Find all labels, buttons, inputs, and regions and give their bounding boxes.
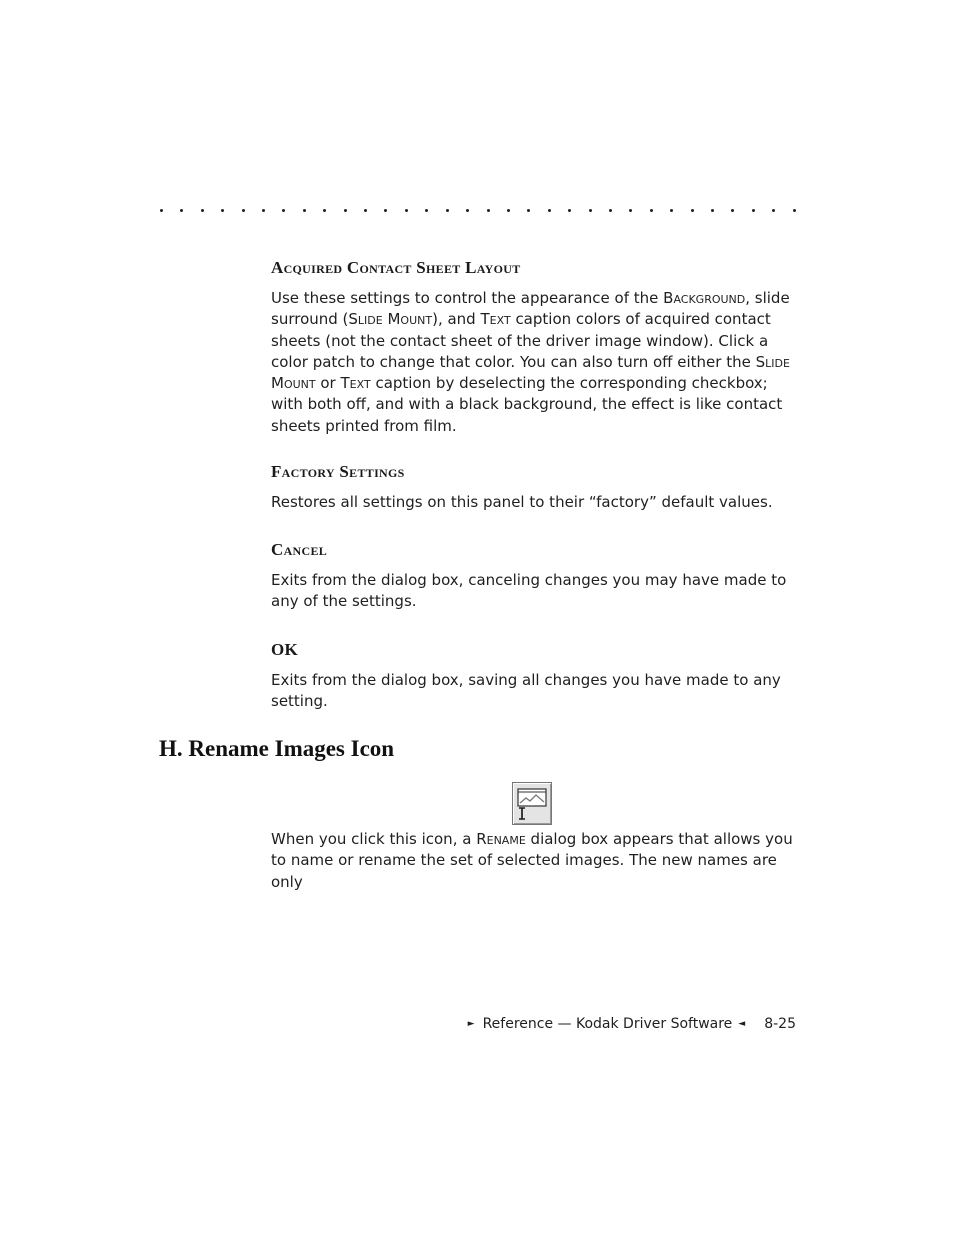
page-heading: H. Rename Images Icon <box>159 736 395 761</box>
section-heading: Factory Settings <box>271 462 405 481</box>
section-body: Use these settings to control the appearance of the Background, slide surround (Slide Mount), and Text caption colors of acquired contact sheets (not the contact sheet of the driver image window). Click a color patch to change that color. You can also turn off either the Slide Mount or Text caption by deselecting the corresponding checkbox; with both off, and with a black background, the effect is like contact sheets printed from film. <box>271 289 790 435</box>
section-heading: Cancel <box>271 540 328 559</box>
section-factory-settings <box>271 462 796 513</box>
section-heading: Acquired Contact Sheet Layout <box>271 258 521 277</box>
right-triangle-icon: ► <box>467 1019 475 1029</box>
footer-title: Reference — Kodak Driver Software <box>482 1016 733 1032</box>
section-body: When you click this icon, a Rename dialog box appears that allows you to name or rename the set of selected images. The new names are only <box>271 830 793 891</box>
section-acquired-contact-sheet-layout <box>271 258 796 437</box>
section-cancel <box>271 540 796 613</box>
left-triangle-icon: ◄ <box>738 1019 746 1029</box>
page-number: 8-25 <box>764 1016 796 1032</box>
section-body: Restores all settings on this panel to their “factory” default values. <box>271 493 773 511</box>
rename-images-icon-graphic <box>513 783 551 824</box>
rename-images-icon <box>512 782 552 825</box>
section-rename-images <box>271 829 796 893</box>
page-footer <box>468 1016 796 1032</box>
section-ok <box>271 640 796 713</box>
section-body: Exits from the dialog box, saving all changes you have made to any setting. <box>271 671 781 711</box>
section-heading: OK <box>271 640 299 659</box>
section-body: Exits from the dialog box, canceling changes you may have made to any of the settings. <box>271 571 787 611</box>
dotted-rule <box>160 200 796 220</box>
